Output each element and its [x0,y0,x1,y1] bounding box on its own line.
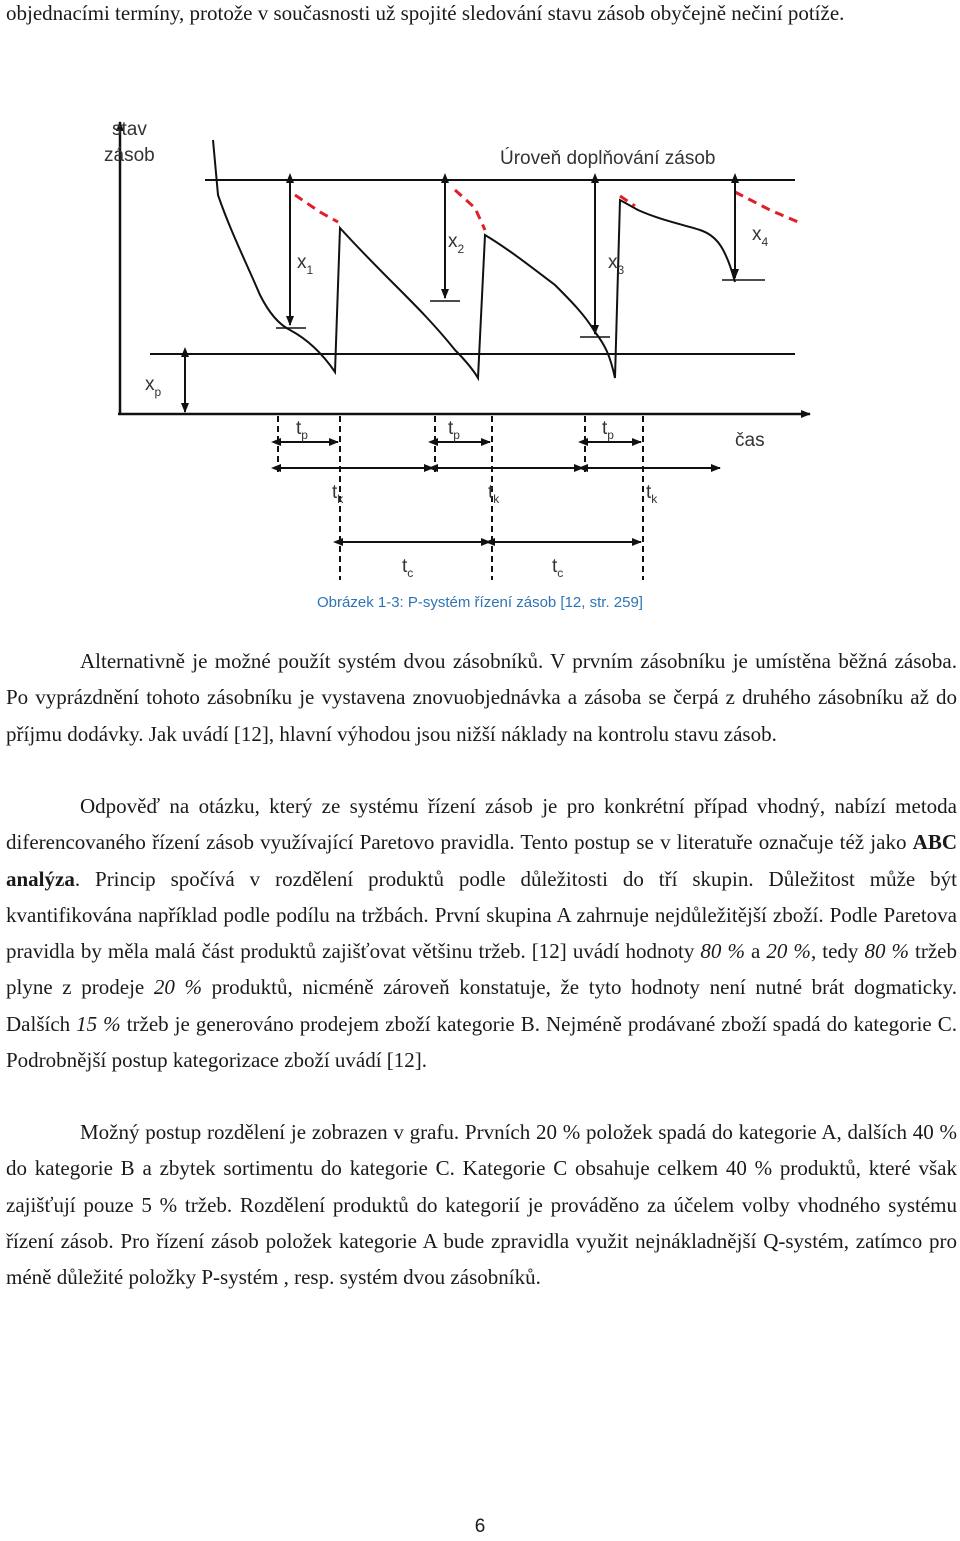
p2-text-5: tržeb plyne z prodeje [6,939,957,1000]
value-80-percent-a: 80 % [700,939,745,964]
order-qty-label-2: $x_2$ [448,231,465,256]
refill-projection-2 [455,190,485,230]
order-qty-label-1: $x_1$ [297,252,314,277]
p2-text-2: . Princip spočívá v rozdělení produktů podle důležitosti do tří skupin. Důležitost může být kvantifikována například podle podílu na tržbách. První skupina A zahrnuje nejdůležitější zboží. Podle Paretova pravidla by měla malá část produktů zajišťovat většinu tržeb. [12] uvádí hodnoty [6,866,957,964]
p-system-diagram [90,110,820,590]
lead-time-label-3: $t_p$ [602,418,614,442]
y-axis-label-line1: stav [112,119,147,140]
intro-text: objednacími termíny, protože v současnosti už spojité sledování stavu zásob obyčejně nečiní potíže. [6,1,845,25]
p2-text-4: , tedy [810,939,865,964]
p2-text-6: produktů, nicméně zároveň konstatuje, že tyto hodnoty není nutné brát dogmaticky. Dalších [6,975,957,1036]
abc-analysis-term: ABC analýza [6,830,957,891]
refill-projection-1 [295,195,338,222]
figure-caption: Obrázek 1-3: P-systém řízení zásob [12, str. 259] [317,594,643,611]
paragraph-two-bin-system: Alternativně je možné použít systém dvou zásobníků. V prvním zásobníku je umístěna běžná zásoba. Po vyprázdnění tohoto zásobníku je vystavena znovuobjednávka a zásoba se čerpá z druhého zásobníku až do příjmu dodávky. Jak uvádí [12], hlavní výhodou jsou nižší náklady na kontrolu stavu zásob. [6,649,957,746]
check-interval-label-3: $t_k$ [646,482,658,506]
value-80-percent-b: 80 % [864,939,909,964]
cycle-time-label-2: $t_c$ [552,556,564,580]
lead-time-label-2: $t_p$ [448,418,460,442]
order-qty-label-3: $x_3$ [608,252,625,277]
refill-projection-4 [735,192,798,222]
p2-text-1: Odpověď na otázku, který ze systému řízení zásob je pro konkrétní případ vhodný, nabízí metoda diferencovaného řízení zásob využívající Paretovo pravidla. Tento postup se v literatuře označuje též jako [6,794,957,855]
paragraph-abc-analysis [6,788,957,1078]
value-15-percent: 15 % [76,1011,121,1036]
x-axis-label: čas [735,430,765,451]
p2-text-7: tržeb je generováno prodejem zboží kategorie B. Nejméně prodávané zboží spadá do kategorie C. Podrobnější postup kategorizace zboží uvádí [12]. [6,1011,958,1073]
value-20-percent-b: 20 % [153,975,203,1000]
lead-time-label-1: $t_p$ [296,418,308,442]
refill-level-label: Úroveň doplňování zásob [500,148,716,169]
value-20-percent-a: 20 % [766,939,811,964]
y-axis-label-line2: zásob [104,145,155,166]
p2-text-3: a [744,939,767,964]
paragraph-category-split: Možný postup rozdělení je zobrazen v grafu. Prvních 20 % položek spadá do kategorie A, dalších 40 % do kategorie B a zbytek sortimentu do kategorie C. Kategorie C obsahuje celkem 40 % produktů, které však zajišťují pouze 5 % tržeb. Rozdělení produktů do kategorií je prováděno za účelem volby vhodného systému řízení zásob. Pro řízení zásob položek kategorie A bude zpravidla využit nejnákladnější Q-systém, zatímco pro méně důležité položky P-systém , resp. systém dvou zásobníků. [6,1120,957,1290]
page-number: 6 [474,1516,486,1537]
check-interval-label-1: $t_k$ [332,482,344,506]
safety-stock-label: $x_p$ [145,374,162,399]
stock-level-curve [213,140,735,378]
check-interval-label-2: $t_k$ [488,482,500,506]
order-qty-label-4: $x_4$ [752,224,769,249]
cycle-time-label-1: $t_c$ [402,556,414,580]
